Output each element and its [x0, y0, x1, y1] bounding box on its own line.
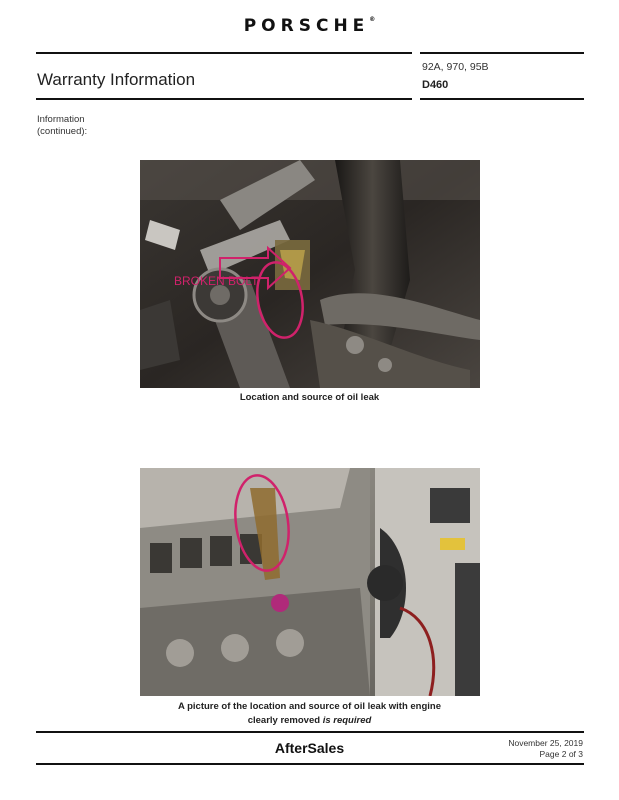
page-title: Warranty Information [37, 70, 196, 89]
header-bottom-rule-right [420, 98, 584, 100]
information-label [37, 114, 117, 138]
broken-bolt-annotation: BROKEN BOLT [174, 274, 259, 288]
footer-date: November 25, 2019 [508, 738, 583, 748]
footer-aftersales: AfterSales [274, 740, 345, 756]
required-emphasis: is required [322, 715, 372, 726]
header-bottom-rule-left [36, 98, 412, 100]
header-rule-right [420, 52, 584, 54]
oil-leak-photo-closeup [140, 160, 480, 388]
footer-bottom-rule [36, 763, 584, 765]
footer-top-rule [36, 731, 584, 733]
oil-leak-photo-engine-removed [140, 468, 480, 696]
figure-1-caption: Location and source of oil leak [239, 392, 380, 403]
document-number: D460 [422, 79, 449, 91]
porsche-logo: PORSCHE® [243, 16, 376, 36]
header-rule-left [36, 52, 412, 54]
figure-2-caption-line1: A picture of the location and source of oil leak with engine [177, 701, 442, 712]
information-label-line1: Information [37, 114, 85, 125]
figure-2-caption [0, 700, 619, 728]
figure-2-caption-line2: clearly removed is required [247, 715, 372, 726]
model-codes: 92A, 970, 95B [422, 61, 489, 73]
information-label-line2: (continued): [37, 126, 88, 137]
footer-page-number: Page 2 of 3 [539, 749, 583, 759]
